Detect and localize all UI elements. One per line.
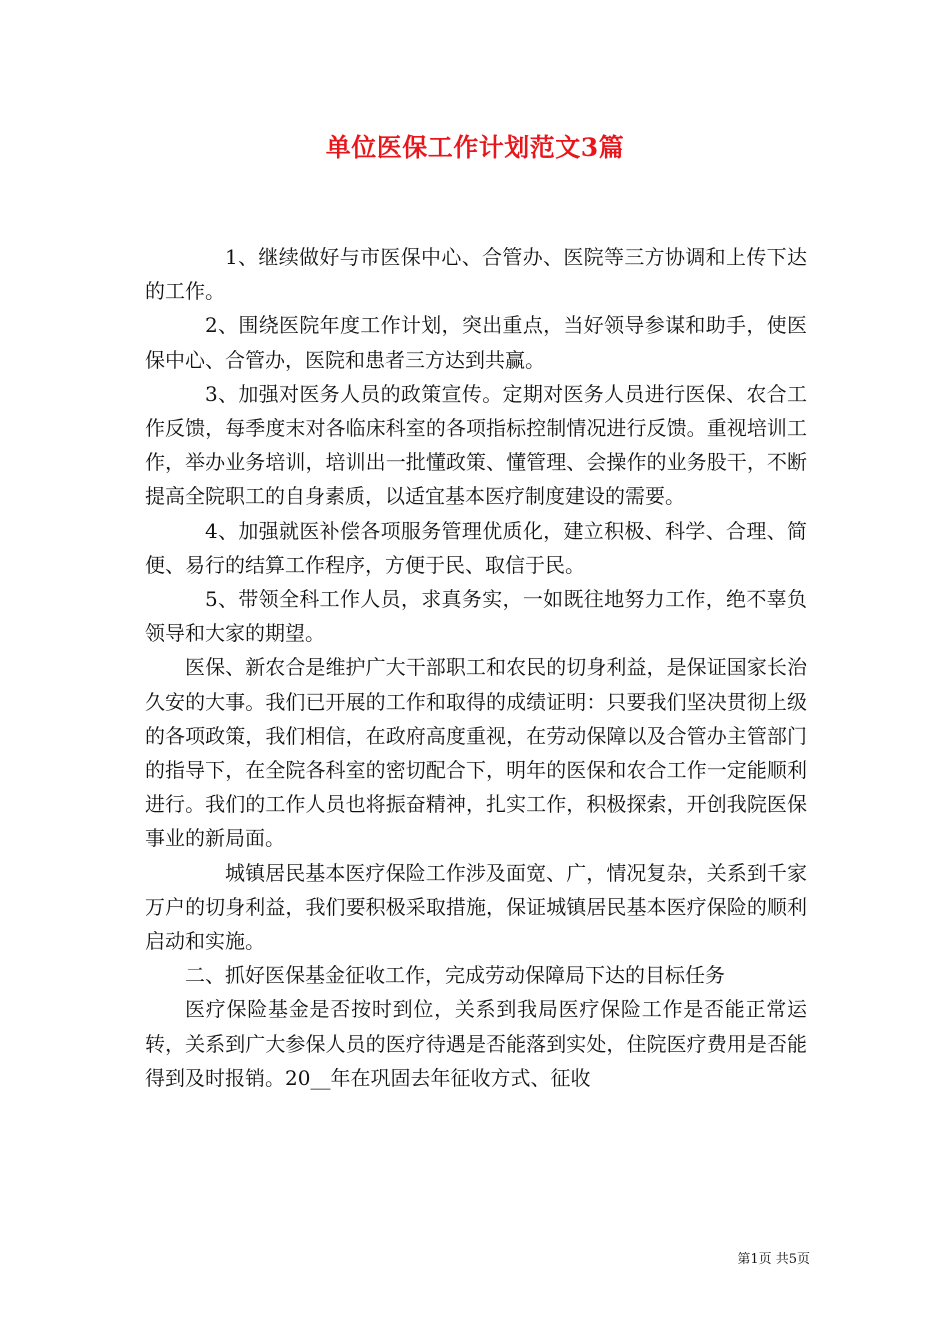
paragraph-5: 5、带领全科工作人员，求真务实，一如既往地努力工作，绝不辜负领导和大家的期望。 — [145, 587, 807, 646]
paragraph-8: 医疗保险基金是否按时到位，关系到我局医疗保险工作是否能正常运转，关系到广大参保人员的医疗待遇是否能落到实处，住院医疗费用是否能得到及时报销。20__年在巩固去年征收方式、征收 — [145, 997, 807, 1090]
paragraph-4: 4、加强就医补偿各项服务管理优质化，建立积极、科学、合理、简便、易行的结算工作程序，方便于民、取信于民。 — [145, 518, 807, 577]
document-body — [145, 240, 807, 1095]
section-heading-2: 二、抓好医保基金征收工作，完成劳动保障局下达的目标任务 — [185, 963, 725, 988]
paragraph-1: 1、继续做好与市医保中心、合管办、医院等三方协调和上传下达的工作。 — [145, 245, 807, 304]
page-number-footer: 第1页 共5页 — [737, 1252, 810, 1267]
paragraph-3: 3、加强对医务人员的政策宣传。定期对医务人员进行医保、农合工作反馈，每季度末对各临床科室的各项指标控制情况进行反馈。重视培训工作，举办业务培训，培训出一批懂政策、懂管理、会操作的业务股干，不断提高全院职工的自身素质，以适宜基本医疗制度建设的需要。 — [145, 381, 807, 509]
document-title: 单位医保工作计划范文3篇 — [325, 133, 625, 162]
paragraph-2: 2、围绕医院年度工作计划，突出重点，当好领导参谋和助手，使医保中心、合管办，医院和患者三方达到共赢。 — [145, 313, 807, 372]
paragraph-6: 医保、新农合是维护广大干部职工和农民的切身利益，是保证国家长治久安的大事。我们已开展的工作和取得的成绩证明：只要我们坚决贯彻上级的各项政策，我们相信，在政府高度重视，在劳动保障以及合管办主管部门的指导下，在全院各科室的密切配合下，明年的医保和农合工作一定能顺利进行。我们的工作人员也将振奋精神，扎实工作，积极探索，开创我院医保事业的新局面。 — [145, 655, 807, 851]
paragraph-7: 城镇居民基本医疗保险工作涉及面宽、广，情况复杂，关系到千家万户的切身利益，我们要积极采取措施，保证城镇居民基本医疗保险的顺利启动和实施。 — [145, 860, 807, 954]
